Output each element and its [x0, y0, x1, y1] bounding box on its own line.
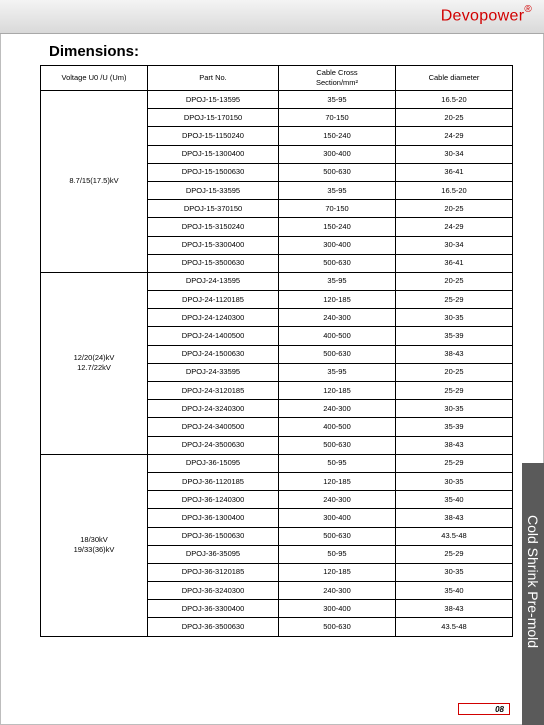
- cable-diameter-cell: 20-25: [396, 200, 513, 218]
- part-no-cell: DPOJ-36-1120185: [148, 472, 279, 490]
- voltage-cell: [41, 91, 148, 273]
- side-tab-label: Cold Shrink Pre-mold: [525, 515, 541, 649]
- part-no-cell: DPOJ-24-3500630: [148, 436, 279, 454]
- part-no-cell: DPOJ-15-13595: [148, 91, 279, 109]
- cable-diameter-cell: 24-29: [396, 218, 513, 236]
- cable-diameter-cell: 25-29: [396, 454, 513, 472]
- cable-diameter-cell: 24-29: [396, 127, 513, 145]
- cable-cross-cell: 35-95: [279, 272, 396, 290]
- part-no-cell: DPOJ-15-370150: [148, 200, 279, 218]
- section-title: Dimensions:: [49, 43, 140, 60]
- cable-diameter-cell: 43.5-48: [396, 618, 513, 636]
- header-bar: [0, 0, 544, 34]
- part-no-cell: DPOJ-15-1300400: [148, 145, 279, 163]
- cable-cross-cell: 50-95: [279, 545, 396, 563]
- part-no-cell: DPOJ-36-3120185: [148, 563, 279, 581]
- cable-cross-cell: 300-400: [279, 236, 396, 254]
- part-no-cell: DPOJ-36-1500630: [148, 527, 279, 545]
- cable-cross-cell: 400-500: [279, 327, 396, 345]
- part-no-cell: DPOJ-36-35095: [148, 545, 279, 563]
- cable-diameter-cell: 38-43: [396, 509, 513, 527]
- table-row: [41, 91, 513, 109]
- brand-logo: [441, 6, 532, 25]
- voltage-cell: [41, 454, 148, 636]
- cable-diameter-cell: 30-35: [396, 400, 513, 418]
- part-no-cell: DPOJ-24-3120185: [148, 382, 279, 400]
- header-cable-cross-line1: Cable Cross: [316, 68, 358, 77]
- voltage-line: 18/30kV: [80, 535, 108, 545]
- cable-diameter-cell: 20-25: [396, 109, 513, 127]
- cable-cross-cell: 240-300: [279, 491, 396, 509]
- header-voltage-text: Voltage U0 /U (Um): [61, 73, 127, 82]
- cable-cross-cell: 70-150: [279, 200, 396, 218]
- cable-cross-cell: 500-630: [279, 436, 396, 454]
- side-tab: [522, 463, 544, 725]
- part-no-cell: DPOJ-36-3300400: [148, 600, 279, 618]
- cable-cross-cell: 300-400: [279, 509, 396, 527]
- part-no-cell: DPOJ-15-1150240: [148, 127, 279, 145]
- cable-diameter-cell: 30-35: [396, 563, 513, 581]
- voltage-line: 19/33(36)kV: [73, 545, 115, 555]
- part-no-cell: DPOJ-36-1240300: [148, 491, 279, 509]
- part-no-cell: DPOJ-24-33595: [148, 363, 279, 381]
- cable-diameter-cell: 30-34: [396, 236, 513, 254]
- registered-mark: ®: [524, 4, 532, 15]
- cable-diameter-cell: 35-39: [396, 418, 513, 436]
- cable-diameter-cell: 38-43: [396, 600, 513, 618]
- cable-diameter-cell: 30-35: [396, 472, 513, 490]
- cable-cross-cell: 400-500: [279, 418, 396, 436]
- cable-cross-cell: 120-185: [279, 382, 396, 400]
- part-no-cell: DPOJ-15-3300400: [148, 236, 279, 254]
- part-no-cell: DPOJ-15-3150240: [148, 218, 279, 236]
- table-body: [41, 91, 513, 637]
- cable-diameter-cell: 30-35: [396, 309, 513, 327]
- cable-diameter-cell: 38-43: [396, 436, 513, 454]
- cable-diameter-cell: 25-29: [396, 545, 513, 563]
- part-no-cell: DPOJ-24-3240300: [148, 400, 279, 418]
- cable-cross-cell: 120-185: [279, 563, 396, 581]
- brand-name: Devopower: [440, 7, 525, 25]
- cable-cross-cell: 35-95: [279, 181, 396, 199]
- cable-cross-cell: 35-95: [279, 91, 396, 109]
- voltage-cell: [41, 272, 148, 454]
- cable-diameter-cell: 16.5-20: [396, 181, 513, 199]
- part-no-cell: DPOJ-24-1500630: [148, 345, 279, 363]
- cable-cross-cell: 35-95: [279, 363, 396, 381]
- cable-diameter-cell: 36-41: [396, 163, 513, 181]
- cable-diameter-cell: 16.5-20: [396, 91, 513, 109]
- cable-diameter-cell: 38-43: [396, 345, 513, 363]
- cable-cross-cell: 300-400: [279, 600, 396, 618]
- header-cable-diameter: Cable diameter: [396, 66, 513, 91]
- cable-diameter-cell: 35-40: [396, 582, 513, 600]
- cable-diameter-cell: 43.5-48: [396, 527, 513, 545]
- cable-cross-cell: 50-95: [279, 454, 396, 472]
- cable-diameter-cell: 35-39: [396, 327, 513, 345]
- cable-cross-cell: 500-630: [279, 163, 396, 181]
- part-no-cell: DPOJ-36-15095: [148, 454, 279, 472]
- cable-cross-cell: 120-185: [279, 291, 396, 309]
- cable-diameter-cell: 25-29: [396, 382, 513, 400]
- table-row: [41, 454, 513, 472]
- header-part-no: Part No.: [148, 66, 279, 91]
- cable-cross-cell: 500-630: [279, 345, 396, 363]
- table-row: [41, 272, 513, 290]
- header-cable-cross-line2: Section/mm²: [315, 78, 359, 87]
- part-no-cell: DPOJ-15-3500630: [148, 254, 279, 272]
- cable-cross-cell: 500-630: [279, 527, 396, 545]
- part-no-cell: DPOJ-36-1300400: [148, 509, 279, 527]
- cable-cross-cell: 240-300: [279, 309, 396, 327]
- voltage-line: 12/20(24)kV: [73, 353, 115, 363]
- part-no-cell: DPOJ-36-3240300: [148, 582, 279, 600]
- part-no-cell: DPOJ-24-1240300: [148, 309, 279, 327]
- page-number: 08: [458, 703, 510, 715]
- part-no-cell: DPOJ-24-1120185: [148, 291, 279, 309]
- part-no-cell: DPOJ-36-3500630: [148, 618, 279, 636]
- part-no-cell: DPOJ-24-3400500: [148, 418, 279, 436]
- voltage-line: 8.7/15(17.5)kV: [69, 176, 119, 186]
- cable-cross-cell: 500-630: [279, 254, 396, 272]
- cable-cross-cell: 150-240: [279, 218, 396, 236]
- part-no-cell: DPOJ-15-33595: [148, 181, 279, 199]
- part-no-cell: DPOJ-15-1500630: [148, 163, 279, 181]
- cable-cross-cell: 500-630: [279, 618, 396, 636]
- part-no-cell: DPOJ-15-170150: [148, 109, 279, 127]
- cable-cross-cell: 120-185: [279, 472, 396, 490]
- cable-cross-cell: 240-300: [279, 400, 396, 418]
- header-cable-cross: [279, 66, 396, 91]
- cable-cross-cell: 150-240: [279, 127, 396, 145]
- cable-diameter-cell: 36-41: [396, 254, 513, 272]
- cable-cross-cell: 70-150: [279, 109, 396, 127]
- header-voltage: [41, 66, 148, 91]
- voltage-line: 12.7/22kV: [77, 363, 111, 373]
- cable-cross-cell: 300-400: [279, 145, 396, 163]
- cable-diameter-cell: 20-25: [396, 363, 513, 381]
- cable-diameter-cell: 20-25: [396, 272, 513, 290]
- cable-cross-cell: 240-300: [279, 582, 396, 600]
- table-header-row: [41, 66, 513, 91]
- cable-diameter-cell: 30-34: [396, 145, 513, 163]
- part-no-cell: DPOJ-24-1400500: [148, 327, 279, 345]
- part-no-cell: DPOJ-24-13595: [148, 272, 279, 290]
- dimensions-table: [40, 65, 513, 637]
- cable-diameter-cell: 35-40: [396, 491, 513, 509]
- cable-diameter-cell: 25-29: [396, 291, 513, 309]
